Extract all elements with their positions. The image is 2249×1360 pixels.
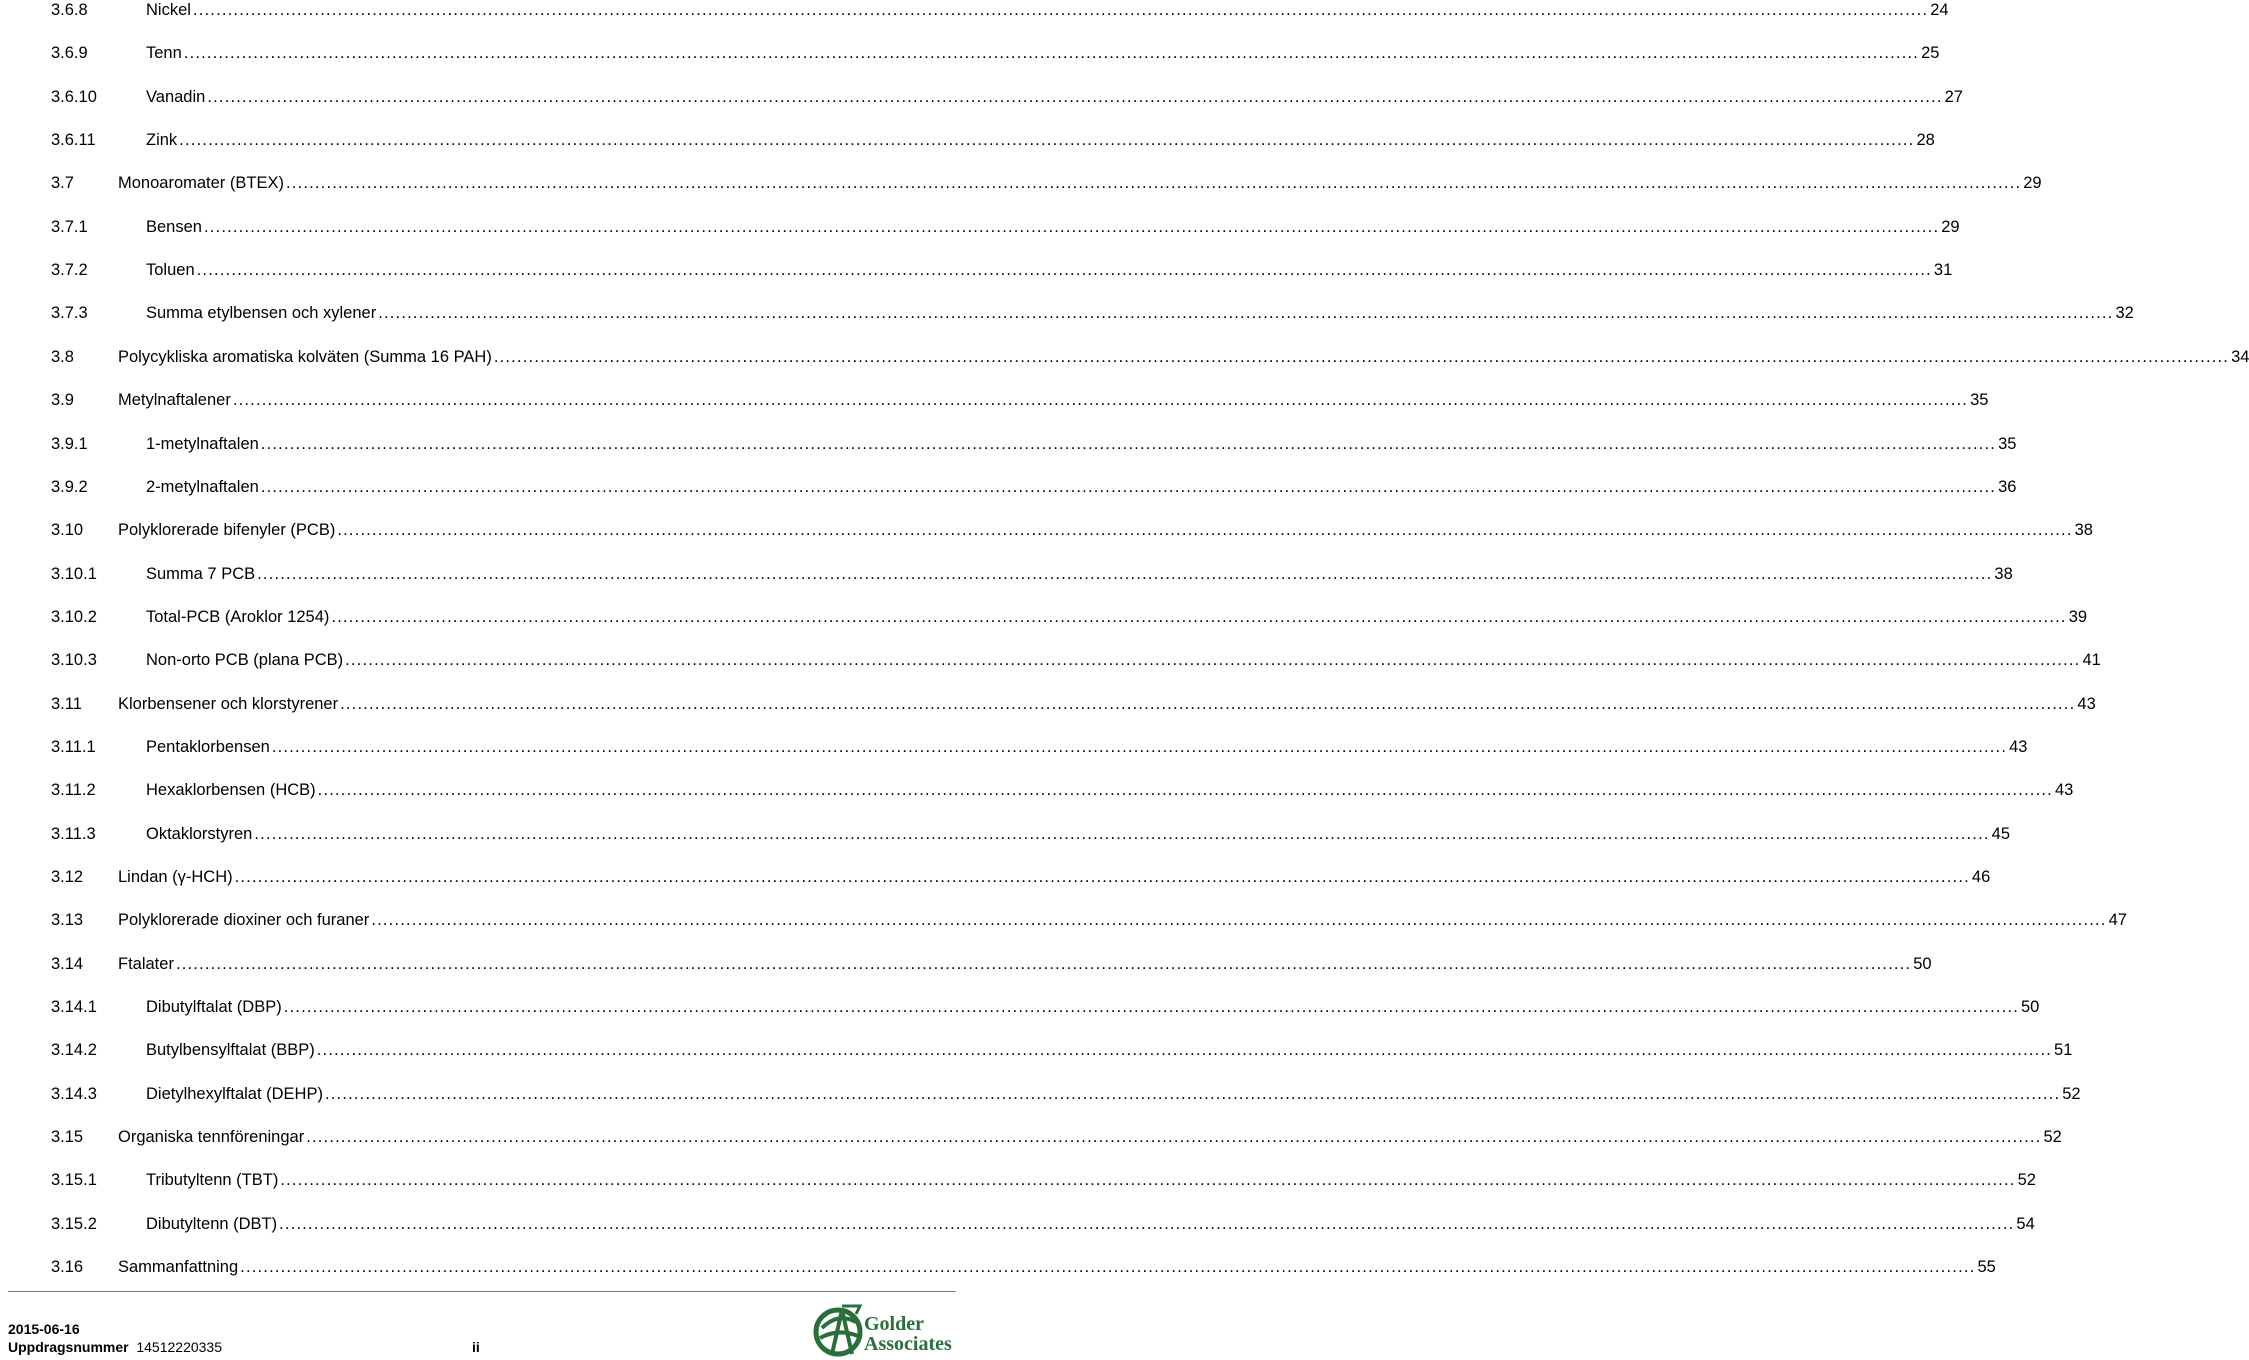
toc-entry[interactable] <box>51 865 1991 889</box>
toc-entry[interactable] <box>51 1212 2035 1236</box>
toc-entry-number: 3.10.1 <box>51 565 97 583</box>
toc-dot-leader: ............................................................................................................................................................................................................................................................................................................ <box>234 868 1970 886</box>
toc-entry-title: Summa etylbensen och xylener <box>146 304 377 322</box>
toc-entry-page: 31 <box>1933 261 1953 279</box>
toc-entry-number: 3.8 <box>51 348 74 366</box>
toc-dot-leader: ............................................................................................................................................................................................................................................................................................................ <box>203 218 1940 236</box>
toc-entry[interactable] <box>51 648 2101 672</box>
toc-entry-number: 3.10.3 <box>51 651 97 669</box>
toc-entry-page: 46 <box>1971 868 1991 886</box>
toc-entry-title: Ftalater <box>118 955 174 973</box>
toc-entry-page: 55 <box>1977 1258 1996 1276</box>
toc-entry-page: 38 <box>2074 521 2093 539</box>
toc-entry-title: Lindan (γ-HCH) <box>118 868 233 886</box>
toc-entry-page: 34 <box>2231 348 2249 366</box>
toc-dot-leader: ............................................................................................................................................................................................................................................................................................................ <box>260 478 1997 496</box>
toc-entry-number: 3.6.9 <box>51 44 88 62</box>
toc-entry-title: Dibutyltenn (DBT) <box>146 1215 278 1233</box>
toc-entry-title: Oktaklorstyren <box>146 825 253 843</box>
toc-dot-leader: ............................................................................................................................................................................................................................................................................................................ <box>183 44 1920 62</box>
toc-entry-page: 50 <box>1913 955 1932 973</box>
toc-entry-number: 3.14.1 <box>51 998 97 1016</box>
footer-divider <box>8 1291 956 1292</box>
logo-text-line1: Golder <box>864 1313 924 1335</box>
toc-entry-page: 45 <box>1991 825 2011 843</box>
toc-dot-leader: ............................................................................................................................................................................................................................................................................................................ <box>175 955 1912 973</box>
toc-entry[interactable] <box>51 518 2093 542</box>
toc-dot-leader: ............................................................................................................................................................................................................................................................................................................ <box>232 391 1969 409</box>
toc-entry[interactable] <box>51 301 2134 325</box>
toc-entry-title: Non-orto PCB (plana PCB) <box>146 651 344 669</box>
toc-entry-title: Summa 7 PCB <box>146 565 256 583</box>
toc-entry[interactable] <box>51 432 2017 456</box>
toc-dot-leader: ............................................................................................................................................................................................................................................................................................................ <box>285 174 2022 192</box>
toc-entry-number: 3.11 <box>51 695 82 713</box>
toc-dot-leader: ............................................................................................................................................................................................................................................................................................................ <box>371 911 2107 929</box>
toc-entry-title: Pentaklorbensen <box>146 738 270 756</box>
golder-logo <box>812 1302 956 1358</box>
toc-entry[interactable] <box>51 388 1989 412</box>
toc-entry-title: Hexaklorbensen (HCB) <box>146 781 316 799</box>
logo-text-line2: Associates <box>864 1333 952 1355</box>
toc-dot-leader: ............................................................................................................................................................................................................................................................................................................ <box>317 781 2053 799</box>
toc-dot-leader: ............................................................................................................................................................................................................................................................................................................ <box>324 1085 2061 1103</box>
toc-entry[interactable] <box>51 128 1935 152</box>
toc-dot-leader: ............................................................................................................................................................................................................................................................................................................ <box>331 608 2067 626</box>
toc-dot-leader: ............................................................................................................................................................................................................................................................................................................ <box>257 565 1993 583</box>
toc-entry-number: 3.11.2 <box>51 781 96 799</box>
toc-entry-title: Nickel <box>146 1 191 19</box>
toc-dot-leader: ............................................................................................................................................................................................................................................................................................................ <box>179 131 1915 149</box>
toc-dot-leader: ............................................................................................................................................................................................................................................................................................................ <box>306 1128 2042 1146</box>
toc-entry[interactable] <box>51 735 2028 759</box>
toc-dot-leader: ............................................................................................................................................................................................................................................................................................................ <box>240 1258 1976 1276</box>
toc-entry-title: Bensen <box>146 218 202 236</box>
toc-entry-page: 28 <box>1916 131 1935 149</box>
toc-entry[interactable] <box>51 995 2040 1019</box>
toc-dot-leader: ............................................................................................................................................................................................................................................................................................................ <box>493 348 2230 366</box>
toc-entry-number: 3.10 <box>51 521 84 539</box>
toc-entry-number: 3.13 <box>51 911 84 929</box>
toc-entry-page: 41 <box>2082 651 2101 669</box>
toc-entry-page: 51 <box>2054 1041 2073 1059</box>
toc-entry-title: Total-PCB (Aroklor 1254) <box>146 608 330 626</box>
toc-entry-page: 24 <box>1930 1 1949 19</box>
toc-entry-page: 32 <box>2115 304 2134 322</box>
toc-entry-number: 3.7 <box>51 174 74 192</box>
toc-dot-leader: ............................................................................................................................................................................................................................................................................................................ <box>280 1171 2016 1189</box>
toc-entry[interactable] <box>51 0 1949 22</box>
toc-entry-title: Organiska tennföreningar <box>118 1128 305 1146</box>
toc-dot-leader: ............................................................................................................................................................................................................................................................................................................ <box>378 304 2114 322</box>
footer-page-number: ii <box>472 1339 480 1355</box>
toc-entry-number: 3.9 <box>51 391 74 409</box>
toc-entry-number: 3.15 <box>51 1128 84 1146</box>
toc-dot-leader: ............................................................................................................................................................................................................................................................................................................ <box>196 261 1932 279</box>
toc-entry-page: 39 <box>2068 608 2088 626</box>
toc-entry-number: 3.11.1 <box>51 738 96 756</box>
toc-entry-title: Monoaromater (BTEX) <box>118 174 284 192</box>
footer-order <box>8 1339 222 1355</box>
toc-entry[interactable] <box>51 952 1932 976</box>
toc-dot-leader: ............................................................................................................................................................................................................................................................................................................ <box>337 521 2073 539</box>
toc-entry[interactable] <box>51 85 1963 109</box>
toc-entry[interactable] <box>51 692 2096 716</box>
toc-entry[interactable] <box>51 1255 1996 1279</box>
toc-entry[interactable] <box>51 822 2011 846</box>
toc-entry-page: 52 <box>2017 1171 2036 1189</box>
toc-entry-number: 3.15.1 <box>51 1171 97 1189</box>
toc-dot-leader: ............................................................................................................................................................................................................................................................................................................ <box>283 998 2019 1016</box>
order-number: 14512220335 <box>136 1339 223 1355</box>
toc-entry[interactable] <box>51 215 1960 239</box>
toc-entry-page: 50 <box>2021 998 2040 1016</box>
toc-entry-number: 3.11.3 <box>51 825 96 843</box>
toc-entry-number: 3.6.10 <box>51 88 97 106</box>
toc-entry-number: 3.6.11 <box>51 131 96 149</box>
toc-entry-title: Tenn <box>146 44 182 62</box>
toc-entry[interactable] <box>51 1038 2073 1062</box>
toc-entry-number: 3.9.2 <box>51 478 88 496</box>
toc-entry[interactable] <box>51 258 1953 282</box>
toc-entry-page: 29 <box>2023 174 2042 192</box>
toc-entry[interactable] <box>51 605 2088 629</box>
toc-entry-title: Dietylhexylftalat (DEHP) <box>146 1085 323 1103</box>
toc-entry-page: 47 <box>2108 911 2127 929</box>
toc-entry-title: Metylnaftalener <box>118 391 231 409</box>
toc-entry-title: Polyklorerade dioxiner och furaner <box>118 911 370 929</box>
toc-entry-page: 35 <box>1998 435 2017 453</box>
order-label: Uppdragsnummer <box>8 1339 129 1355</box>
toc-entry-page: 43 <box>2077 695 2096 713</box>
toc-entry-title: Dibutylftalat (DBP) <box>146 998 282 1016</box>
toc-dot-leader: ............................................................................................................................................................................................................................................................................................................ <box>340 695 2076 713</box>
toc-entry-number: 3.9.1 <box>51 435 88 453</box>
toc-entry[interactable] <box>51 475 2017 499</box>
toc-entry[interactable] <box>51 1082 2081 1106</box>
footer-date: 2015-06-16 <box>8 1321 80 1337</box>
toc-entry-title: 2-metylnaftalen <box>146 478 259 496</box>
toc-entry-number: 3.14 <box>51 955 84 973</box>
toc-dot-leader: ............................................................................................................................................................................................................................................................................................................ <box>345 651 2081 669</box>
toc-entry[interactable] <box>51 1168 2036 1192</box>
toc-entry-number: 3.14.2 <box>51 1041 97 1059</box>
toc-entry-number: 3.15.2 <box>51 1215 97 1233</box>
toc-entry-page: 54 <box>2016 1215 2035 1233</box>
toc-entry-page: 43 <box>2009 738 2028 756</box>
toc-entry[interactable] <box>51 41 1940 65</box>
toc-entry-number: 3.7.2 <box>51 261 88 279</box>
toc-entry-page: 52 <box>2043 1128 2062 1146</box>
toc-entry-number: 3.10.2 <box>51 608 97 626</box>
toc-entry-title: Butylbensylftalat (BBP) <box>146 1041 315 1059</box>
toc-entry[interactable] <box>51 908 2127 932</box>
toc-dot-leader: ............................................................................................................................................................................................................................................................................................................ <box>271 738 2008 756</box>
toc-entry-page: 29 <box>1941 218 1960 236</box>
toc-entry[interactable] <box>51 778 2074 802</box>
toc-entry[interactable] <box>51 345 2249 369</box>
toc-entry-number: 3.12 <box>51 868 84 886</box>
toc-entry-title: Toluen <box>146 261 195 279</box>
toc-entry-title: Vanadin <box>146 88 206 106</box>
toc-entry-number: 3.6.8 <box>51 1 88 19</box>
toc-dot-leader: ............................................................................................................................................................................................................................................................................................................ <box>260 435 1997 453</box>
toc-entry-page: 52 <box>2062 1085 2081 1103</box>
toc-entry-number: 3.14.3 <box>51 1085 97 1103</box>
toc-entry-page: 35 <box>1970 391 1989 409</box>
toc-entry-title: Zink <box>146 131 178 149</box>
toc-entry-page: 25 <box>1921 44 1940 62</box>
globe-logo-icon <box>812 1302 868 1358</box>
toc-dot-leader: ............................................................................................................................................................................................................................................................................................................ <box>316 1041 2053 1059</box>
toc-entry-title: 1-metylnaftalen <box>146 435 259 453</box>
toc-entry-page: 38 <box>1994 565 2013 583</box>
toc-entry-number: 3.7.1 <box>51 218 88 236</box>
toc-entry-page: 36 <box>1998 478 2017 496</box>
toc-entry-page: 27 <box>1944 88 1963 106</box>
toc-entry-title: Tributyltenn (TBT) <box>146 1171 279 1189</box>
toc-entry-number: 3.16 <box>51 1258 84 1276</box>
toc-entry-title: Klorbensener och klorstyrener <box>118 695 339 713</box>
toc-entry-page: 43 <box>2054 781 2074 799</box>
toc-entry[interactable] <box>51 562 2013 586</box>
toc-dot-leader: ............................................................................................................................................................................................................................................................................................................ <box>254 825 1990 843</box>
toc-dot-leader: ............................................................................................................................................................................................................................................................................................................ <box>279 1215 2015 1233</box>
toc-dot-leader: ............................................................................................................................................................................................................................................................................................................ <box>192 1 1929 19</box>
toc-entry-title: Polycykliska aromatiska kolväten (Summa 16 PAH) <box>118 348 492 366</box>
toc-entry-title: Polyklorerade bifenyler (PCB) <box>118 521 336 539</box>
toc-entry[interactable] <box>51 171 2042 195</box>
toc-dot-leader: ............................................................................................................................................................................................................................................................................................................ <box>207 88 1943 106</box>
toc-entry-title: Sammanfattning <box>118 1258 239 1276</box>
toc-entry-number: 3.7.3 <box>51 304 88 322</box>
toc-entry[interactable] <box>51 1125 2062 1149</box>
